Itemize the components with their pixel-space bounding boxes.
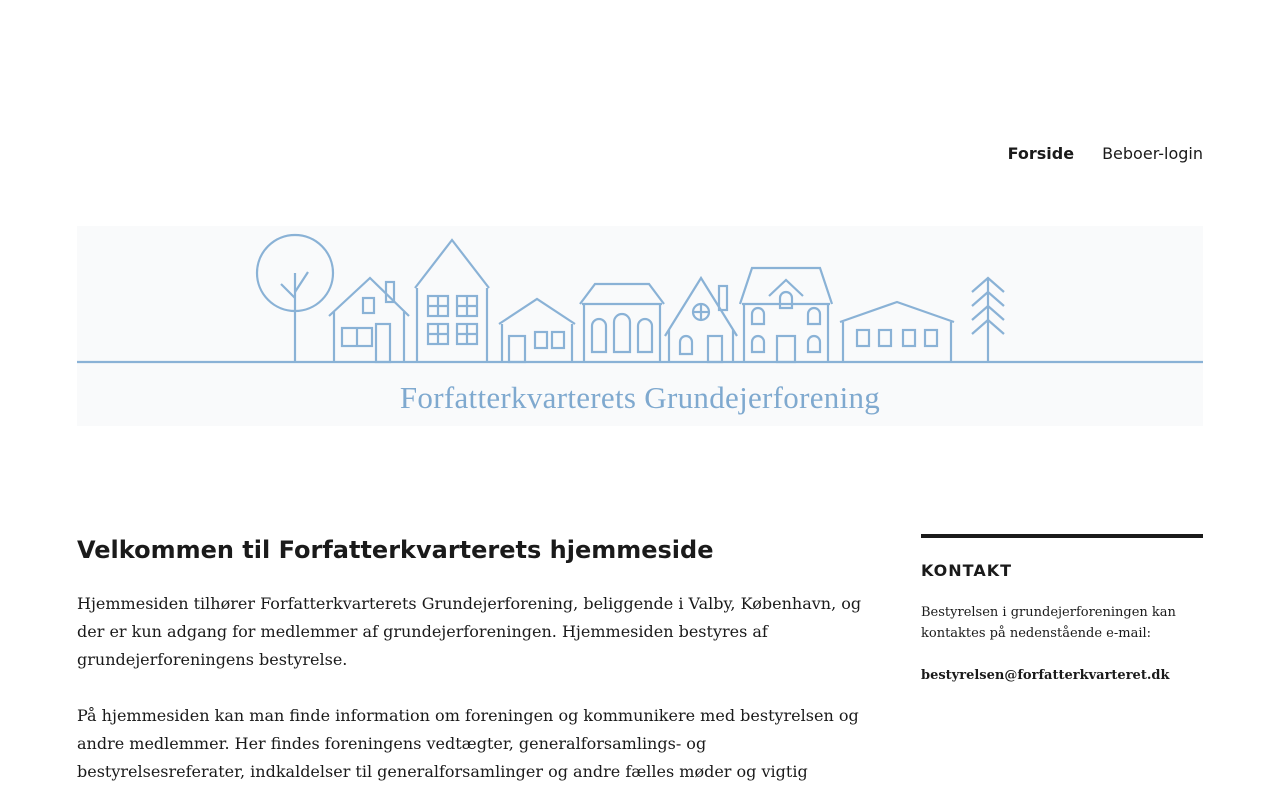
- intro-paragraph: Hjemmesiden tilhører Forfatterkvarterets Grundejerforening, beliggende i Valby, København, og der er kun adgang for medlemmer af grundejerforeningen. Hjemmesiden bestyres af grundejerforeningens bestyrelse.: [77, 594, 862, 669]
- houses-illustration: [77, 226, 1203, 376]
- info-paragraph: På hjemmesiden kan man finde information om foreningen og kommunikere med bestyrelsen og andre medlemmer. Her findes foreningens vedtægter, generalforsamlings- og bestyrelsesreferater, indkaldelser til generalforsamlinger og andre fælles møder og vigtig: [77, 706, 859, 781]
- main-content: [77, 534, 867, 786]
- contact-widget: [921, 534, 1203, 686]
- contact-email-link[interactable]: bestyrelsen@forfatterkvarteret.dk: [921, 668, 1170, 683]
- nav-item-forside[interactable]: Forside: [1007, 144, 1075, 163]
- header-banner[interactable]: [77, 226, 1203, 426]
- contact-heading: KONTAKT: [921, 561, 1013, 580]
- contact-text: Bestyrelsen i grundejerforeningen kan kontaktes på nedenstående e-mail:: [921, 605, 1176, 641]
- nav-item-beboer-login[interactable]: Beboer-login: [1102, 144, 1203, 163]
- main-navigation: [1008, 142, 1203, 166]
- banner-title: Forfatterkvarterets Grundejerforening: [399, 380, 881, 415]
- page-title: Velkommen til Forfatterkvarterets hjemmeside: [77, 536, 714, 564]
